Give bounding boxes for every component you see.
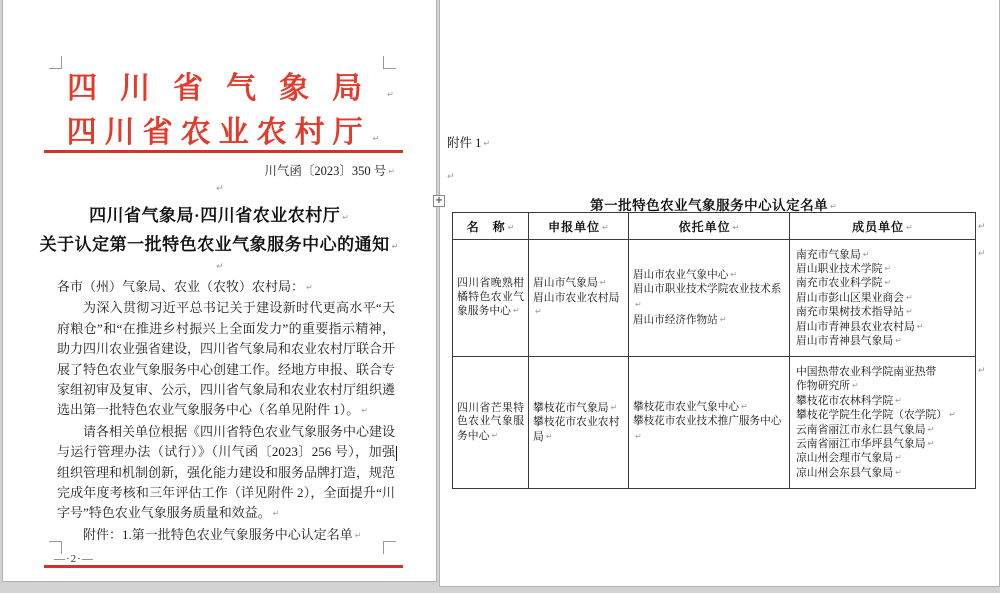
support-unit-line: 眉山市经济作物站 ↵ <box>633 313 785 328</box>
support-unit-line: 眉山市农业气象中心 ↵ <box>633 268 785 283</box>
member-unit-line: 凉山州会理市气象局 ↵ <box>796 451 969 465</box>
column-header-applicant: 申报单位 ↵ <box>529 213 629 240</box>
support-unit-line: 眉山市职业技术学院农业技术系 ↵ <box>633 283 785 313</box>
member-unit-line: 南充市气象局 ↵ <box>796 248 969 262</box>
member-unit-line: 云南省丽江市华坪县气象局 ↵ <box>796 437 969 451</box>
body-paragraph-2: 请各相关单位根据《四川省特色农业气象服务中心建设与运行管理办法（试行）》（川气函〔2023〕256 号），加强组织管理和机制创新，强化能力建设和服务品牌打造，规范完成年度考核和三年评估工作（详见附件 2），全面提升“川字号”特色农业气象服务质量和效益。 ↵ <box>57 422 395 525</box>
paragraph-mark-icon <box>216 256 224 274</box>
plus-icon: + <box>434 195 444 206</box>
applicant-unit-line: 眉山市农业农村局 ↵ <box>533 291 624 320</box>
member-unit-line: 攀枝花学院生化学院（农学院） ↵ <box>796 408 969 422</box>
paragraph-mark-icon <box>216 178 224 196</box>
attachment-label: 附件 1 ↵ <box>447 133 490 151</box>
table-row <box>453 240 976 357</box>
footer-divider <box>44 565 403 568</box>
notice-body <box>57 277 395 546</box>
agency-name-line2: 四川省农业农村厅 ↵ <box>48 114 398 158</box>
body-paragraph-1: 为深入贯彻习近平总书记关于建设新时代更高水平“天府粮仓”和“在推进乡村振兴上全面发力”的重要指示精神，助力四川农业强省建设，四川省气象局和农业农村厅联合开展了特色农业气象服务中心创建工作。经地方申报、联合专家组初审及复审、公示，四川省气象局和农业农村厅组织遴选出第一批特色农业气象服务中心（名单见附件 1）。 ↵ <box>57 298 395 421</box>
letterhead <box>48 70 390 158</box>
notice-title-line1: 四川省气象局·四川省农业农村厅 ↵ <box>28 202 410 231</box>
support-unit-line: 攀枝花市农业技术推广服务中心 ↵ <box>633 415 785 445</box>
agency-name-line1: 四川省气象局 ↵ <box>48 70 413 114</box>
member-unit-line: 南充市农业科学院 ↵ <box>796 276 969 290</box>
notice-title <box>28 202 410 260</box>
member-unit-line: 眉山市青神县农业农村局 ↵ <box>796 320 969 334</box>
table-move-handle[interactable] <box>433 195 445 207</box>
member-cell <box>790 357 976 489</box>
column-header-name: 名 称 ↵ <box>453 213 529 240</box>
member-unit-line: 南充市果树技术指导站 ↵ <box>796 305 969 319</box>
member-unit-line: 凉山州会东县气象局 ↵ <box>796 466 969 480</box>
letterhead-divider <box>44 150 403 153</box>
applicant-cell <box>529 240 629 357</box>
member-unit-line: 中国热带农业科学院南亚热带 <box>796 365 937 378</box>
applicant-unit-line: 眉山市气象局 ↵ <box>533 276 624 290</box>
margin-corner-mark <box>49 56 62 69</box>
recognition-table <box>452 212 976 489</box>
page-number: —·2·— <box>54 553 94 565</box>
table-row <box>453 357 976 489</box>
table-title: 第一批特色农业气象服务中心认定名单 ↵ <box>452 194 975 214</box>
support-cell <box>629 240 790 357</box>
applicant-unit-line: 攀枝花市农业农村局 ↵ <box>533 415 624 444</box>
column-header-members: 成员单位 ↵ <box>790 213 976 240</box>
margin-corner-mark <box>383 56 396 69</box>
document-number: 川气函〔2023〕350 号 ↵ <box>57 161 395 179</box>
row-end-mark-icon <box>978 360 986 378</box>
attachment-reference: 附件：1.第一批特色农业气象服务中心认定名单 ↵ <box>57 525 395 546</box>
text-cursor <box>396 446 397 461</box>
applicant-cell <box>529 357 629 489</box>
salutation: 各市（州）气象局、农业（农牧）农村局： ↵ <box>57 277 395 298</box>
member-unit-line: 眉山市彭山区果业商会 ↵ <box>796 291 969 305</box>
applicant-unit-line: 攀枝花市气象局 ↵ <box>533 401 624 415</box>
row-end-mark-icon <box>978 216 986 234</box>
table-header-row <box>453 213 976 240</box>
member-unit-line: 云南省丽江市永仁县气象局 ↵ <box>796 423 969 437</box>
row-end-mark-icon <box>978 243 986 261</box>
member-unit-line: 眉山市青神县气象局 ↵ <box>796 334 969 348</box>
column-header-support: 依托单位 ↵ <box>629 213 790 240</box>
member-cell <box>790 240 976 357</box>
center-name-cell: 四川省芒果特色农业气象服务中心 ↵ <box>453 357 529 489</box>
center-name-cell: 四川省晚熟柑橘特色农业气象服务中心 ↵ <box>453 240 529 357</box>
member-unit-line: 眉山职业技术学院 ↵ <box>796 262 969 276</box>
member-unit-line: 攀枝花市农林科学院 ↵ <box>796 394 969 408</box>
member-unit-line: 作物研究所 ↵ <box>796 379 969 393</box>
paragraph-mark-icon <box>447 166 455 184</box>
notice-title-line2: 关于认定第一批特色农业气象服务中心的通知 ↵ <box>28 231 410 260</box>
support-cell <box>629 357 790 489</box>
support-unit-line: 攀枝花市农业气象中心 ↵ <box>633 400 785 415</box>
